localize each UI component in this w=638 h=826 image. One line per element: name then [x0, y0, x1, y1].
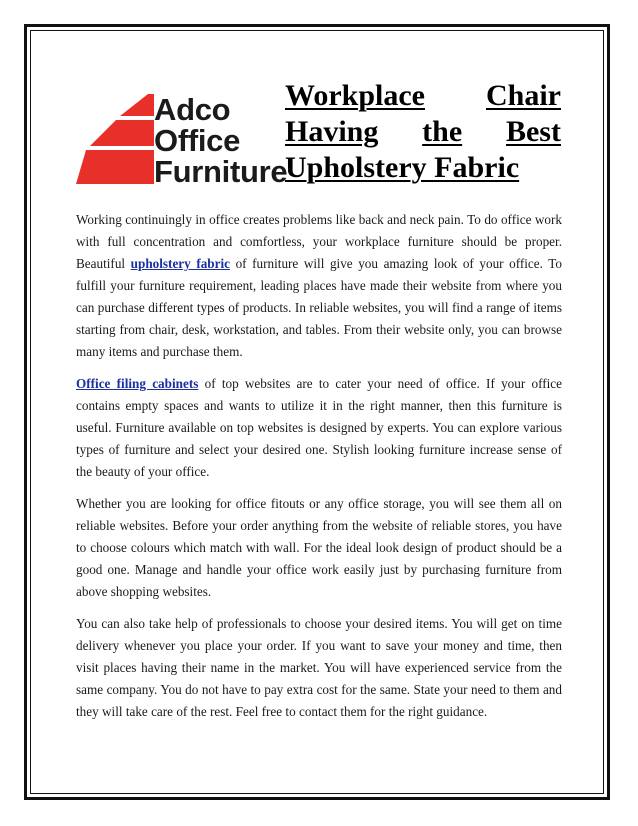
title-line-1: [285, 78, 561, 114]
company-logo: [76, 92, 288, 189]
title-line-3: [285, 150, 561, 186]
paragraph-1: [76, 209, 562, 363]
article-body: [76, 209, 562, 733]
logo-text-office: Office: [154, 123, 241, 158]
logo-text-furniture: Furniture: [154, 154, 288, 189]
title-line-2: [285, 114, 561, 150]
title-word: the: [422, 115, 463, 148]
paragraph-1-text-before: Working continuingly in office creates problems like back and neck pain. To do office work with full concentration and comfortless, your workplace furniture should be proper. Beautiful: [76, 212, 562, 271]
logo-text-adco: Adco: [154, 92, 231, 127]
logo-triangle-icon: [76, 92, 156, 188]
title-word: Chair: [486, 79, 561, 112]
upholstery-fabric-link[interactable]: upholstery fabric: [130, 256, 231, 271]
paragraph-1-text-after: of furniture will give you amazing look of your office. To fulfill your furniture requirement, leading places have made their website from where you can purchase different types of products. In reliable websites, you will find a range of items starting from chair, desk, workstation, and tables. From their website only, you can browse many items and purchase them.: [76, 256, 562, 359]
paragraph-4: You can also take help of professionals to choose your desired items. You will get on time delivery whenever you place your order. If you want to save your money and time, then visit places having their name in the market. You will have experienced service from the same company. You do not have to pay extra cost for the same. State your need to them and they will take care of the rest. Feel free to contact them for the right guidance.: [76, 616, 562, 719]
document-title: [285, 78, 561, 186]
paragraph-2: [76, 373, 562, 483]
title-word: Having: [285, 115, 379, 148]
paragraph-3: Whether you are looking for office fitouts or any office storage, you will see them all on reliable websites. Before your order anything from the website of reliable stores, you have to choose colours which match with wall. For the ideal look design of product should be a good one. Manage and handle your office work easily just by purchasing furniture from above shopping websites.: [76, 496, 562, 599]
office-filing-cabinets-link[interactable]: Office filing cabinets: [76, 376, 199, 391]
title-word: Best: [505, 115, 561, 148]
title-word: Upholstery Fabric: [285, 151, 520, 184]
paragraph-2-text-after: of top websites are to cater your need of office. If your office contains empty spaces and wants to utilize it in the right manner, then this furniture is useful. Furniture available on top websites is designed by experts. You can explore various types of furniture and select your desired one. Stylish looking furniture increase sense of the beauty of your office.: [76, 376, 562, 479]
title-word: Workplace: [285, 79, 425, 112]
